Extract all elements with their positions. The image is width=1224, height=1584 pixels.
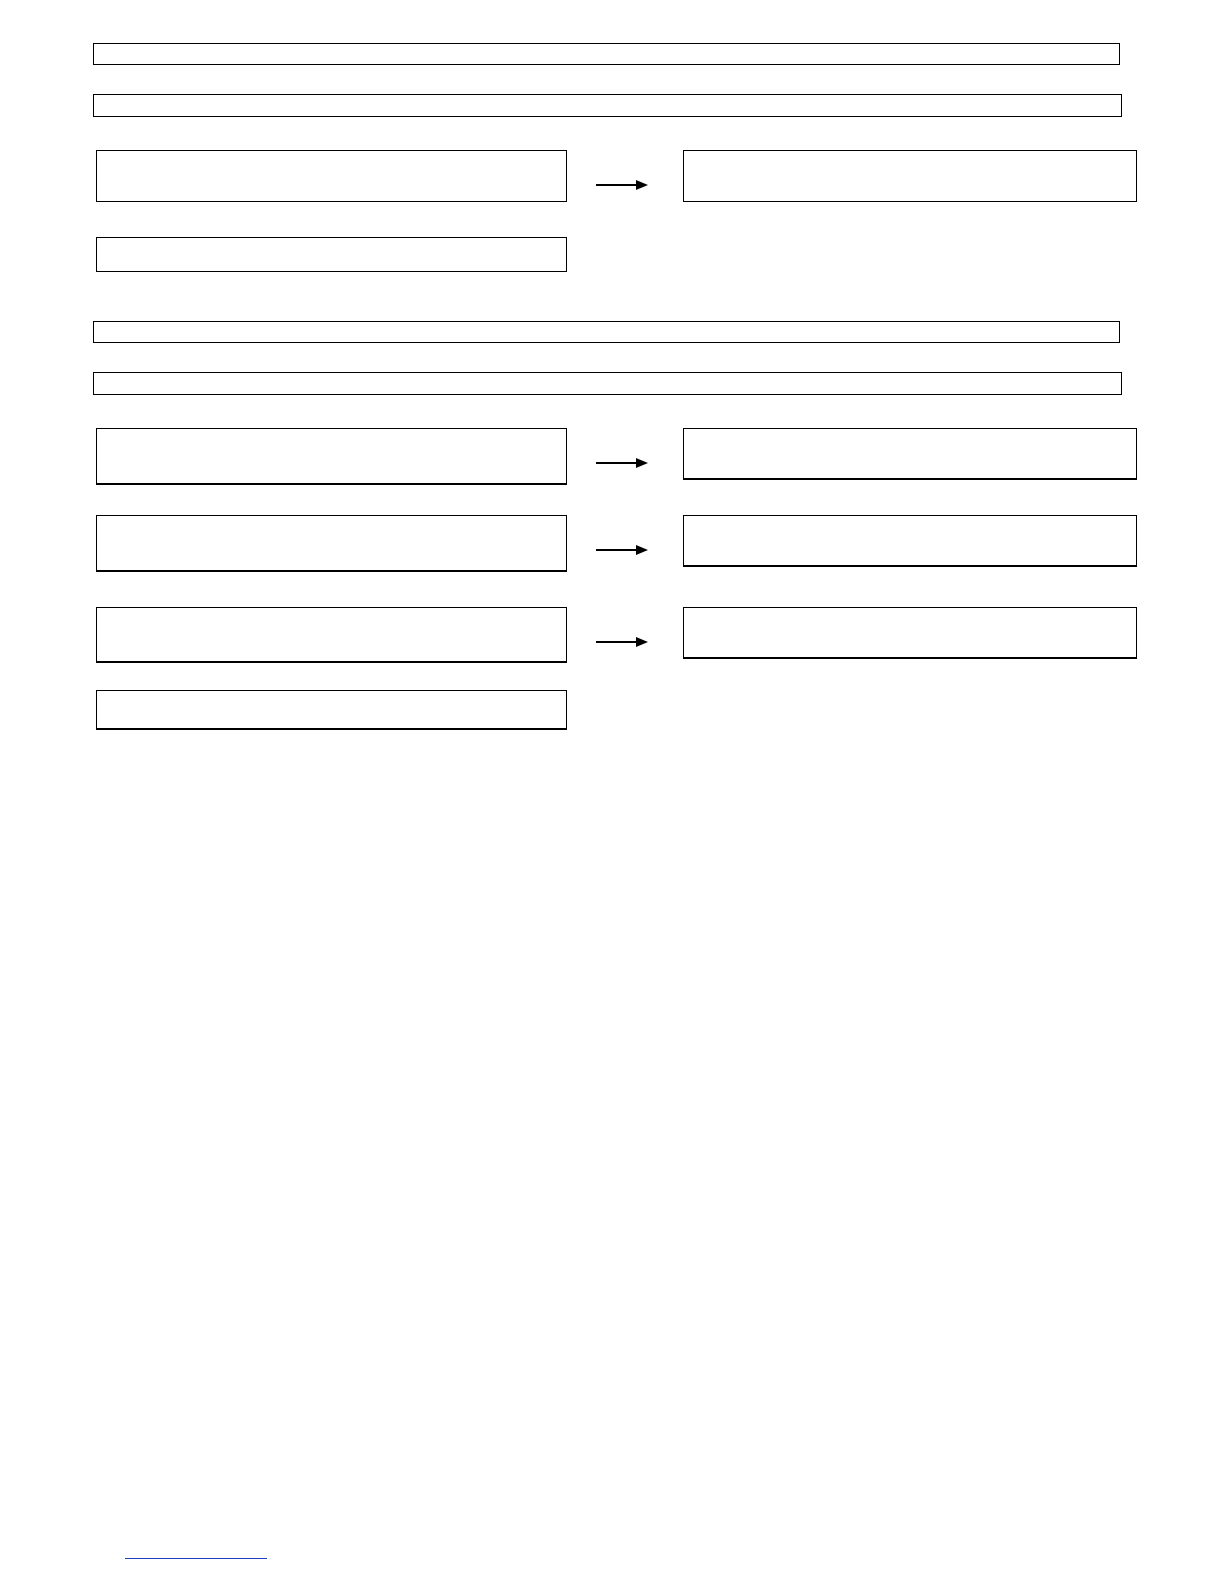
section2-row2-right-box <box>683 515 1137 567</box>
section2-header-bar-1 <box>93 321 1120 343</box>
section1-row1-left-box <box>96 150 567 202</box>
section2-row3-arrow-icon <box>595 635 649 649</box>
section2-row2-left-box <box>96 515 567 572</box>
section2-row1-right-box <box>683 428 1137 480</box>
section1-row1-arrow-icon <box>595 178 649 192</box>
section1-header-bar-2 <box>93 94 1122 117</box>
section2-row4-left-box <box>96 690 567 730</box>
section2-row3-right-box <box>683 607 1137 659</box>
section2-row1-left-box <box>96 428 567 485</box>
section1-row1-right-box <box>683 150 1137 202</box>
section2-row1-arrow-icon <box>595 456 649 470</box>
section2-row3-left-box <box>96 607 567 663</box>
section1-row2-left-box <box>96 237 567 272</box>
section2-row2-arrow-icon <box>595 543 649 557</box>
section1-header-bar-1 <box>93 43 1120 65</box>
section2-header-bar-2 <box>93 372 1122 395</box>
footnote-separator-line <box>125 1558 267 1559</box>
